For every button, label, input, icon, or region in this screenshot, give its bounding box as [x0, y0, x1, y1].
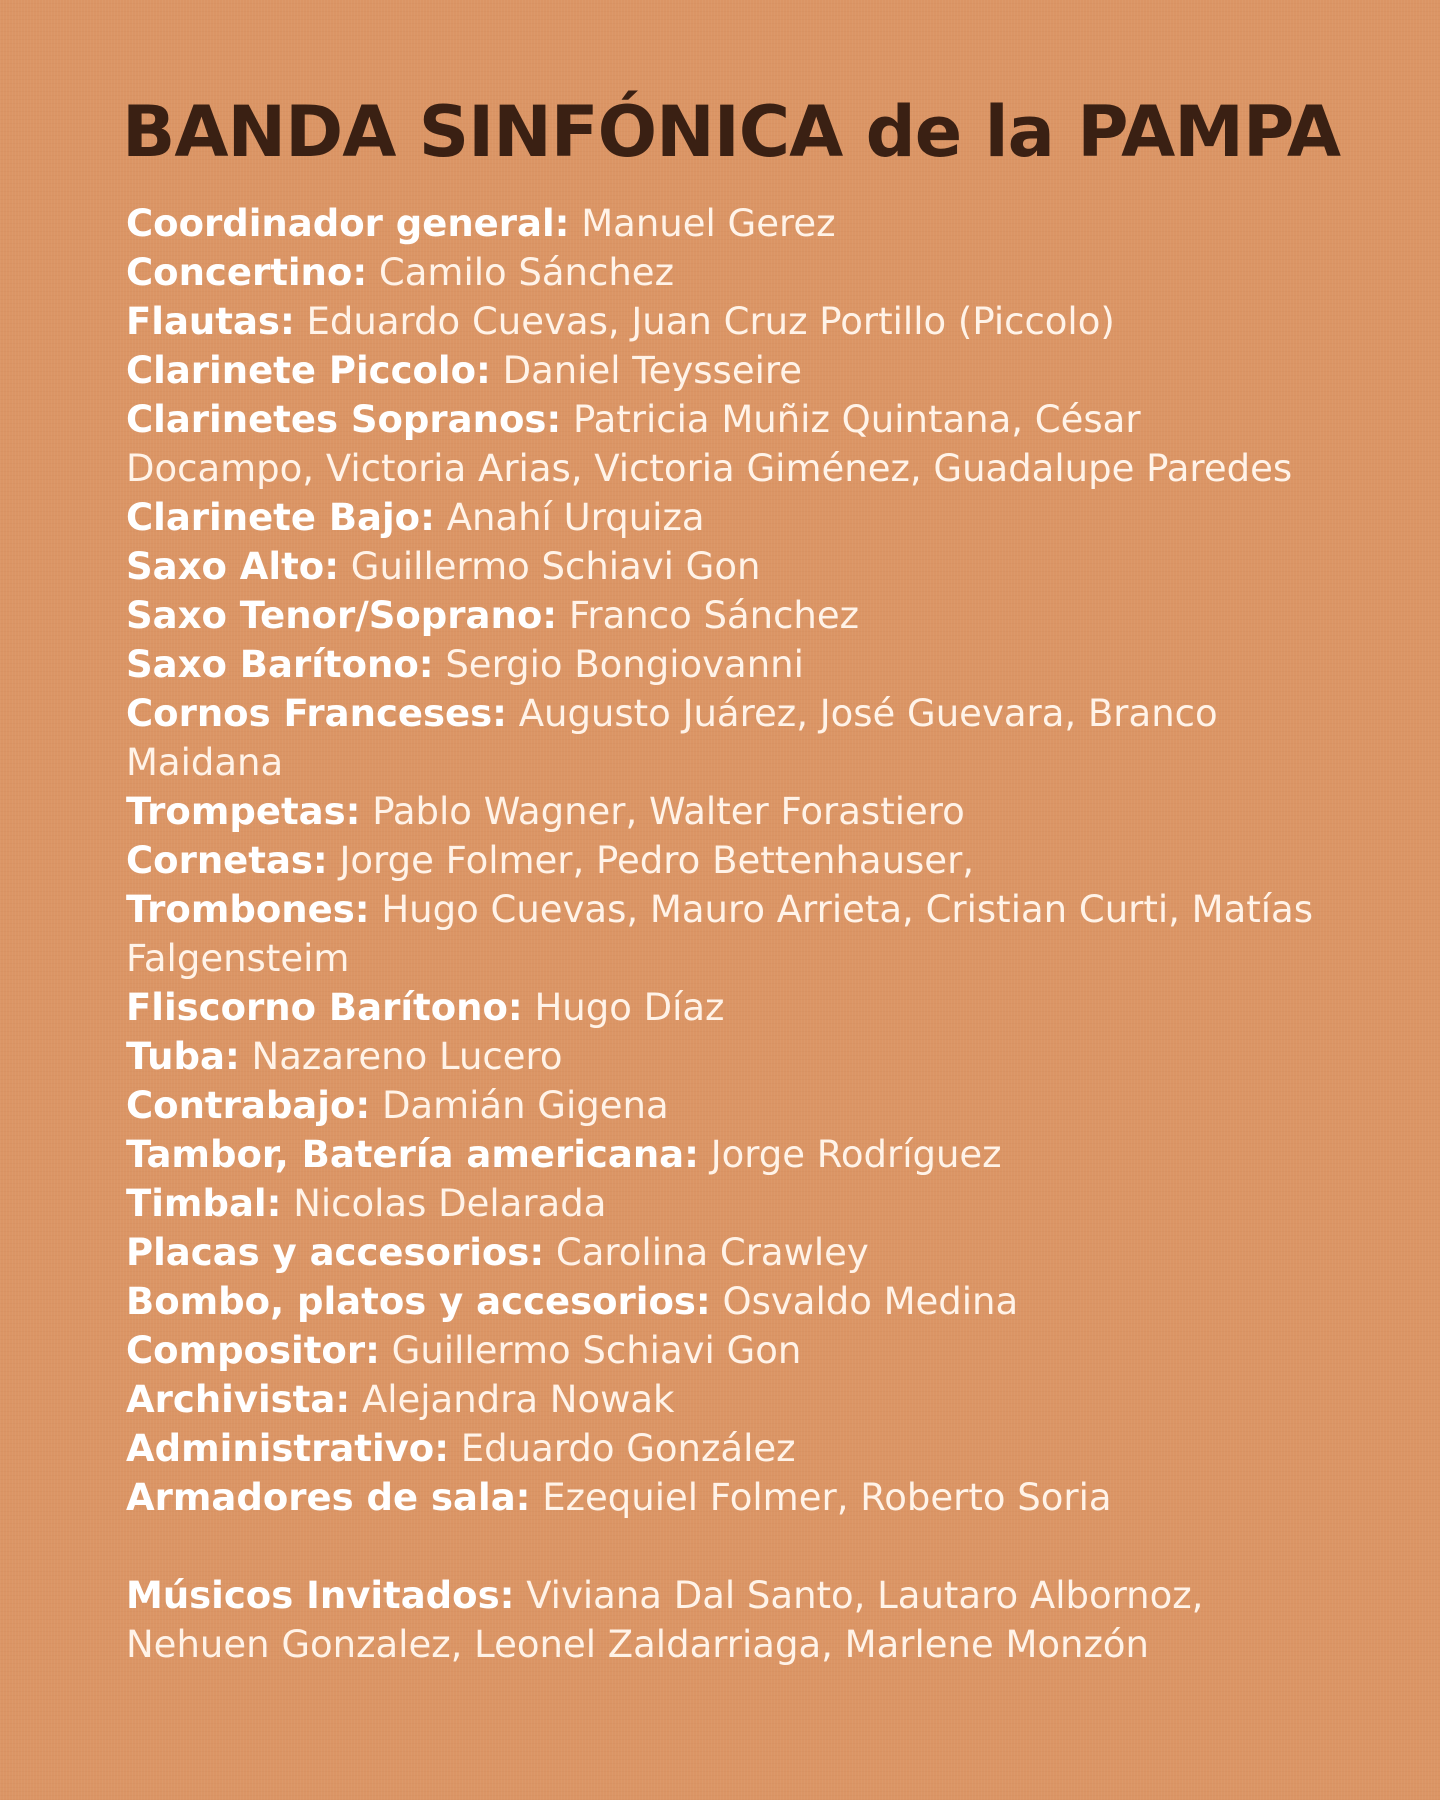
credit-cornos-franceses — [126, 689, 1326, 787]
credit-names: Pablo Wagner, Walter Forastiero — [372, 790, 965, 833]
credit-role: Fliscorno Barítono: — [126, 986, 523, 1029]
credit-names: Sergio Bongiovanni — [445, 643, 804, 686]
credit-names: Jorge Folmer, Pedro Bettenhauser, — [339, 839, 975, 882]
credit-role: Armadores de sala: — [126, 1476, 531, 1519]
credit-coordinador-general — [126, 199, 1326, 248]
credit-names: Guillermo Schiavi Gon — [391, 1329, 802, 1372]
credit-names: Jorge Rodríguez — [710, 1133, 1002, 1176]
credit-role: Clarinete Piccolo: — [126, 349, 491, 392]
credit-role: Trombones: — [126, 888, 370, 931]
credit-role: Placas y accesorios: — [126, 1231, 545, 1274]
credit-trombones — [126, 885, 1326, 983]
credit-tuba — [126, 1032, 1326, 1081]
credit-names: Nicolas Delarada — [293, 1182, 607, 1225]
credit-role: Administrativo: — [126, 1427, 450, 1470]
credit-role: Tuba: — [126, 1035, 240, 1078]
credits-list — [126, 199, 1326, 1669]
credit-names: Hugo Cuevas, Mauro Arrieta, Cristian Curti, Matías Falgensteim — [126, 888, 1313, 980]
credit-saxo-baritono — [126, 640, 1326, 689]
credit-tambor-bateria — [126, 1130, 1326, 1179]
credit-role: Saxo Tenor/Soprano: — [126, 594, 558, 637]
credit-timbal — [126, 1179, 1326, 1228]
credit-names: Patricia Muñiz Quintana, César Docampo, Victoria Arias, Victoria Giménez, Guadalupe Paredes — [126, 398, 1293, 490]
credit-names: Ezequiel Folmer, Roberto Soria — [542, 1476, 1112, 1519]
credit-clarinete-bajo — [126, 493, 1326, 542]
credit-names: Hugo Díaz — [534, 986, 725, 1029]
credit-contrabajo — [126, 1081, 1326, 1130]
credit-fliscorno-baritono — [126, 983, 1326, 1032]
credit-archivista — [126, 1375, 1326, 1424]
credit-names: Eduardo Cuevas, Juan Cruz Portillo (Piccolo) — [306, 300, 1115, 343]
credit-role: Clarinete Bajo: — [126, 496, 435, 539]
credit-role: Tambor, Batería americana: — [126, 1133, 699, 1176]
credit-role: Trompetas: — [126, 790, 361, 833]
credit-names: Nazareno Lucero — [251, 1035, 563, 1078]
credit-role: Archivista: — [126, 1378, 351, 1421]
credit-administrativo — [126, 1424, 1326, 1473]
credit-concertino — [126, 248, 1326, 297]
credit-role: Contrabajo: — [126, 1084, 371, 1127]
credit-names: Alejandra Nowak — [361, 1378, 675, 1421]
credit-names: Augusto Juárez, José Guevara, Branco Maidana — [126, 692, 1218, 784]
credit-armadores-de-sala — [126, 1473, 1326, 1522]
credit-role: Flautas: — [126, 300, 295, 343]
credit-names: Camilo Sánchez — [378, 251, 674, 294]
credit-role: Concertino: — [126, 251, 368, 294]
credit-names: Anahí Urquiza — [446, 496, 705, 539]
credit-role: Bombo, platos y accesorios: — [126, 1280, 711, 1323]
credit-bombo-platos — [126, 1277, 1326, 1326]
credit-names: Viviana Dal Santo, Lautaro Albornoz, Nehuen Gonzalez, Leonel Zaldarriaga, Marlene Monzón — [126, 1574, 1204, 1666]
credit-placas-accesorios — [126, 1228, 1326, 1277]
credit-saxo-alto — [126, 542, 1326, 591]
credit-role: Músicos Invitados: — [126, 1574, 515, 1617]
credit-musicos-invitados — [126, 1571, 1326, 1669]
credit-role: Compositor: — [126, 1329, 380, 1372]
credit-role: Cornetas: — [126, 839, 328, 882]
credit-role: Saxo Barítono: — [126, 643, 434, 686]
credit-names: Damián Gigena — [381, 1084, 669, 1127]
credit-role: Clarinetes Sopranos: — [126, 398, 562, 441]
credit-compositor — [126, 1326, 1326, 1375]
credit-names: Osvaldo Medina — [722, 1280, 1019, 1323]
credit-names: Manuel Gerez — [581, 202, 836, 245]
credit-trompetas — [126, 787, 1326, 836]
credit-names: Daniel Teysseire — [502, 349, 803, 392]
credit-role: Timbal: — [126, 1182, 282, 1225]
credit-role: Coordinador general: — [126, 202, 570, 245]
credit-role: Saxo Alto: — [126, 545, 340, 588]
credit-role: Cornos Franceses: — [126, 692, 507, 735]
credit-names: Carolina Crawley — [555, 1231, 869, 1274]
credit-names: Franco Sánchez — [568, 594, 860, 637]
credit-clarinete-piccolo — [126, 346, 1326, 395]
credit-flautas — [126, 297, 1326, 346]
page-title: BANDA SINFÓNICA de la PAMPA — [122, 91, 1340, 173]
credit-clarinetes-sopranos — [126, 395, 1326, 493]
credit-saxo-tenor-soprano — [126, 591, 1326, 640]
credit-names: Guillermo Schiavi Gon — [350, 545, 761, 588]
credit-cornetas — [126, 836, 1326, 885]
credit-names: Eduardo González — [460, 1427, 796, 1470]
